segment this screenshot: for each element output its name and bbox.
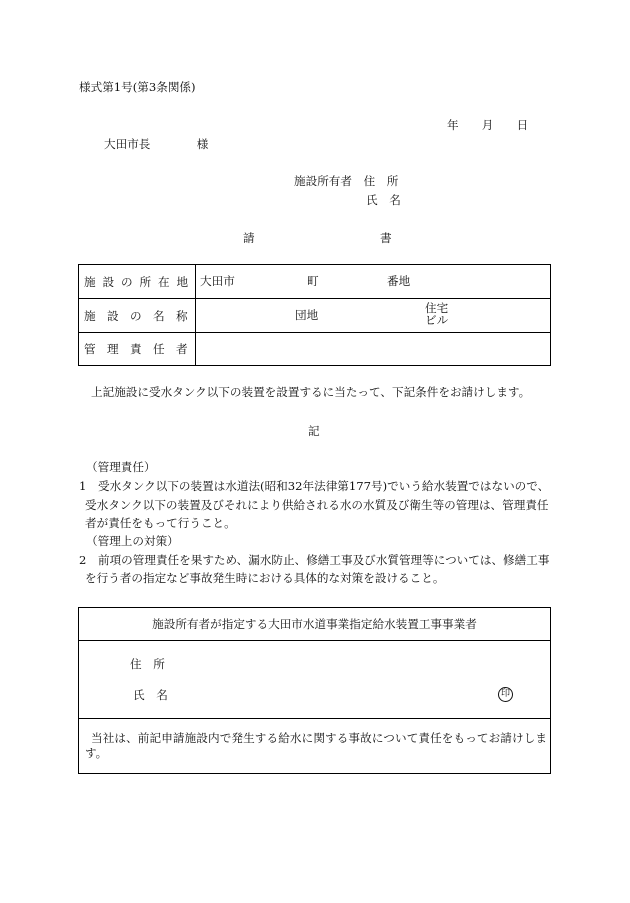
lot-number-text: 番地 (387, 274, 411, 288)
manager-value (196, 333, 550, 365)
statement-text: 上記施設に受水タンク以下の装置を設置するに当たって、下記条件をお請けします。 (91, 385, 531, 399)
condition-1-heading: （管理責任） (86, 460, 156, 474)
addressee: 大田市長 様 (104, 137, 209, 151)
pledge-line: 当社は、前記申請施設内で発生する給水に関する事故について責任をもってお請けしま (91, 731, 547, 745)
location-value (196, 265, 550, 298)
applicant-name-label: 氏 名 (366, 193, 401, 207)
location-label: 施設の所在地 (79, 265, 196, 298)
notes-heading: 記 (308, 424, 320, 438)
building-type-building: ビル (425, 313, 449, 327)
estate-text: 団地 (295, 308, 319, 322)
condition-1-line: 者が責任をもって行うこと。 (85, 516, 236, 530)
table-row-location (79, 265, 550, 298)
date-line: 年 月 日 (447, 118, 529, 132)
contractor-box-heading: 施設所有者が指定する大田市水道事業指定給水装置工事事業者 (152, 617, 477, 631)
pledge-line: す。 (85, 746, 108, 760)
facility-table (78, 264, 551, 366)
contractor-name-label: 氏 名 (133, 688, 168, 702)
facility-name-label: 施設の名称 (79, 299, 196, 332)
contractor-address-label: 住 所 (130, 657, 165, 671)
condition-1-line: 1 受水タンク以下の装置は水道法(昭和32年法律第177号)でいう給水装置ではないので、 (79, 479, 550, 493)
contractor-info (79, 640, 550, 718)
manager-label: 管理責任者 (79, 333, 196, 365)
applicant-address-label: 施設所有者 住 所 (294, 174, 399, 188)
building-type-housing: 住宅 (425, 301, 449, 315)
town-text: 町 (307, 274, 319, 288)
contractor-pledge (79, 718, 550, 773)
table-row-facility-name (79, 298, 550, 332)
facility-name-value (196, 299, 550, 332)
contractor-box (78, 607, 551, 774)
condition-1-line: 受水タンク以下の装置及びそれにより供給される水の水質及び衛生等の管理は、管理責任 (85, 498, 549, 512)
document-title: 請書 (243, 231, 517, 245)
table-row-manager (79, 332, 550, 365)
condition-2-heading: （管理上の対策） (86, 534, 179, 548)
city-text: 大田市 (200, 274, 235, 288)
seal-icon: 印 (498, 687, 513, 702)
condition-2-line: 2 前項の管理責任を果すため、漏水防止、修繕工事及び水質管理等については、修繕工事 (79, 553, 550, 567)
form-number: 様式第1号(第3条関係) (79, 80, 196, 94)
condition-2-line: を行う者の指定など事故発生時における具体的な対策を設けること。 (85, 571, 445, 585)
